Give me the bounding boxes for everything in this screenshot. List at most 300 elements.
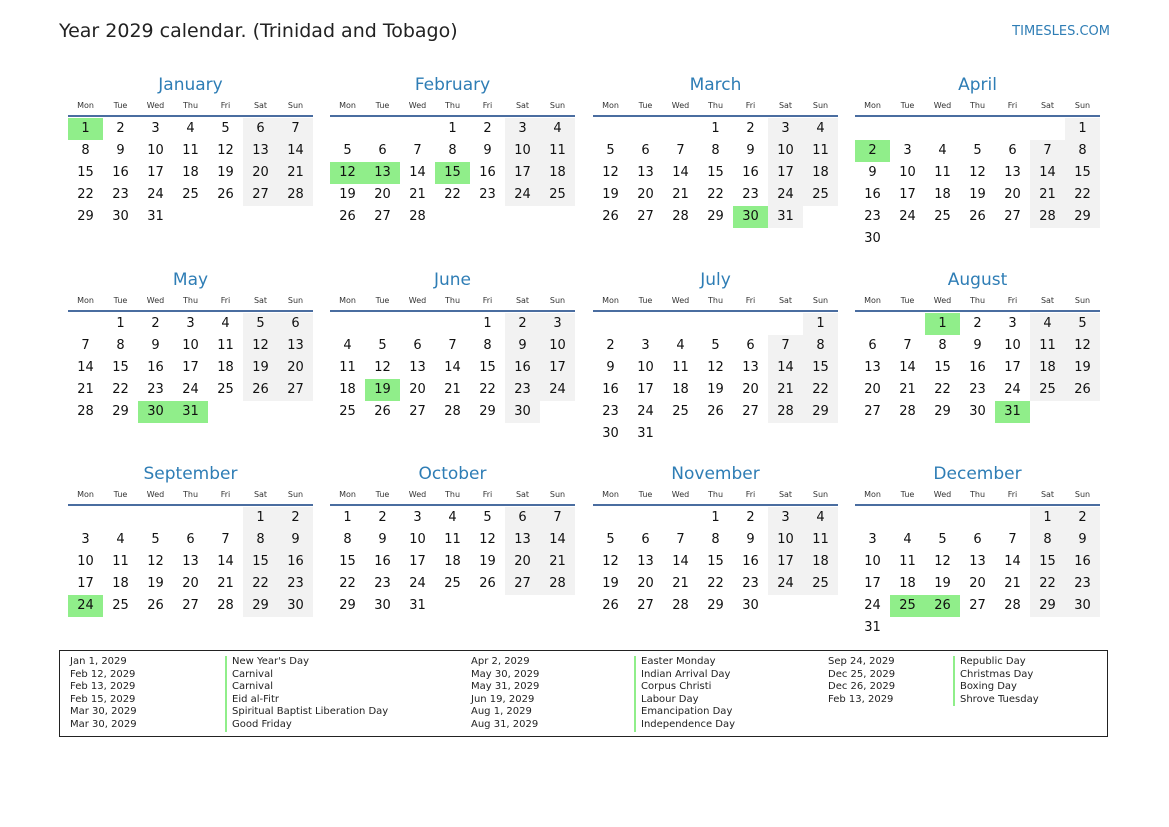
day-blank [1065,401,1100,423]
day-cell: 6 [746,338,755,353]
day-cell: 6 [243,118,278,140]
weekday-label: Tue [638,490,653,499]
day-grid [68,118,313,228]
day-cell: 18 [803,551,838,573]
day-cell: 27 [505,573,540,595]
weekday-header [68,486,313,506]
day-cell: 11 [803,140,838,162]
weekday-label: Sun [1074,296,1091,305]
weekday-label: Mon [864,490,881,499]
day-blank [925,507,960,529]
holiday-date: Mar 30, 2029 [70,706,137,718]
day-cell: 30 [742,598,759,613]
day-cell: 28 [672,209,689,224]
weekday-label: Sat [778,296,793,305]
day-cell: 25 [540,184,575,206]
day-cell: 22 [243,573,278,595]
weekday-label: Fri [482,490,493,499]
day-cell: 24 [540,379,575,401]
day-cell: 19 [243,357,278,379]
day-grid [593,313,838,445]
day-cell: 16 [864,187,881,202]
day-blank [1030,617,1065,639]
day-blank [593,118,628,140]
day-blank [278,206,313,228]
day-cell: 15 [77,165,94,180]
day-cell: 20 [742,382,759,397]
day-cell: 16 [112,165,129,180]
day-cell: 24 [768,573,803,595]
holiday-name: Indian Arrival Day [641,668,731,680]
day-cell: 23 [505,379,540,401]
holiday-name: Corpus Christi [641,681,712,693]
day-cell: 31 [864,620,881,635]
day-blank [960,228,995,250]
day-cell: 17 [77,576,94,591]
day-cell: 13 [182,554,199,569]
day-cell: 23 [479,187,496,202]
day-blank [925,118,960,140]
weekday-label: Thu [707,101,724,110]
day-cell: 12 [934,554,951,569]
day-blank [733,423,768,445]
weekday-label: Mon [77,101,94,110]
day-blank [698,423,733,445]
weekday-header [593,292,838,312]
day-cell: 31 [768,206,803,228]
weekday-label: Wed [408,296,427,305]
day-cell: 22 [444,187,461,202]
day-cell: 18 [1030,357,1065,379]
day-blank [890,617,925,639]
day-cell: 29 [934,404,951,419]
day-blank [803,423,838,445]
day-cell: 23 [112,187,129,202]
day-cell: 8 [803,335,838,357]
day-cell: 26 [479,576,496,591]
weekday-label: Tue [375,490,390,499]
day-cell: 12 [707,360,724,375]
day-cell: 13 [505,529,540,551]
day-cell: 6 [641,532,650,547]
day-cell: 16 [969,360,986,375]
day-cell: 13 [742,360,759,375]
holiday-name: Labour Day [641,693,699,705]
holiday-day-cell: 15 [435,162,470,184]
day-cell: 7 [221,532,230,547]
day-cell: 18 [112,576,129,591]
day-cell: 26 [243,379,278,401]
day-cell: 19 [1065,357,1100,379]
day-blank [173,507,208,529]
day-cell: 22 [112,382,129,397]
day-blank [995,118,1030,140]
day-blank [173,206,208,228]
day-blank [663,423,698,445]
day-cell: 18 [934,187,951,202]
day-cell: 12 [374,360,391,375]
day-blank [995,228,1030,250]
weekday-label: Sun [1074,101,1091,110]
day-blank [698,313,733,335]
weekday-label: Mon [864,101,881,110]
weekday-label: Mon [864,296,881,305]
day-cell: 20 [278,357,313,379]
weekday-label: Sat [1040,490,1055,499]
weekday-label: Wed [146,101,165,110]
day-cell: 23 [742,576,759,591]
weekday-label: Sat [515,101,530,110]
day-blank [593,313,628,335]
day-cell: 16 [742,554,759,569]
day-cell: 11 [339,360,356,375]
day-cell: 8 [1065,140,1100,162]
day-cell: 27 [637,598,654,613]
day-cell: 24 [637,404,654,419]
weekday-label: Sat [253,101,268,110]
weekday-label: Thu [969,296,986,305]
day-cell: 9 [746,532,755,547]
day-cell: 24 [899,209,916,224]
day-cell: 22 [339,576,356,591]
day-blank [890,507,925,529]
weekday-label: Mon [602,296,619,305]
day-cell: 7 [768,335,803,357]
day-blank [1065,617,1100,639]
day-cell: 2 [973,316,982,331]
day-cell: 19 [217,165,234,180]
day-cell: 21 [77,382,94,397]
weekday-label: Fri [745,101,756,110]
day-cell: 28 [444,404,461,419]
day-cell: 3 [151,121,160,136]
day-blank [1065,228,1100,250]
day-cell: 2 [1065,507,1100,529]
day-cell: 26 [602,598,619,613]
weekday-label: Sat [515,490,530,499]
month-name: November [671,464,760,484]
day-cell: 30 [969,404,986,419]
holiday-name: Christmas Day [960,668,1034,680]
day-cell: 15 [707,165,724,180]
day-cell: 6 [278,313,313,335]
day-cell: 17 [182,360,199,375]
weekday-label: Fri [482,296,493,305]
day-cell: 23 [278,573,313,595]
day-blank [208,206,243,228]
day-cell: 22 [77,187,94,202]
day-cell: 27 [182,598,199,613]
day-cell: 13 [969,554,986,569]
day-blank [1030,228,1065,250]
day-cell: 3 [903,143,912,158]
day-cell: 17 [899,187,916,202]
day-cell: 17 [1004,360,1021,375]
day-cell: 20 [182,576,199,591]
weekday-label: Fri [1007,296,1018,305]
weekday-label: Mon [602,490,619,499]
day-cell: 25 [934,209,951,224]
day-blank [663,507,698,529]
holiday-names-column [953,656,1039,706]
day-cell: 16 [602,382,619,397]
day-blank [960,118,995,140]
weekday-label: Mon [339,296,356,305]
weekday-header [855,97,1100,117]
day-cell: 29 [803,401,838,423]
day-blank [208,507,243,529]
day-cell: 3 [413,510,422,525]
holiday-date: Feb 15, 2029 [70,693,136,705]
day-cell: 11 [444,532,461,547]
day-cell: 31 [637,426,654,441]
day-cell: 7 [81,338,90,353]
day-cell: 27 [409,404,426,419]
day-blank [470,595,505,617]
day-grid [330,313,575,423]
day-cell: 29 [479,404,496,419]
month-march [593,74,838,228]
day-cell: 23 [969,382,986,397]
day-cell: 11 [182,143,199,158]
day-cell: 19 [479,554,496,569]
day-cell: 7 [278,118,313,140]
day-cell: 13 [637,165,654,180]
day-cell: 26 [602,209,619,224]
weekday-label: Wed [671,101,690,110]
weekday-label: Tue [113,490,128,499]
day-cell: 24 [768,184,803,206]
holiday-day-cell: 31 [173,401,208,423]
day-cell: 17 [864,576,881,591]
day-cell: 18 [182,165,199,180]
day-cell: 16 [479,165,496,180]
day-cell: 13 [1004,165,1021,180]
weekday-label: Wed [933,296,952,305]
weekday-label: Sun [287,490,304,499]
day-blank [925,617,960,639]
day-cell: 14 [217,554,234,569]
day-cell: 20 [969,576,986,591]
day-cell: 5 [606,143,615,158]
day-cell: 18 [217,360,234,375]
holiday-name: Easter Monday [641,656,716,667]
day-cell: 10 [768,529,803,551]
weekday-label: Sun [812,101,829,110]
day-cell: 10 [77,554,94,569]
day-cell: 18 [899,576,916,591]
day-cell: 3 [1008,316,1017,331]
day-blank [400,313,435,335]
month-june [330,269,575,423]
day-cell: 24 [409,576,426,591]
holiday-name: Carnival [232,681,273,693]
day-cell: 8 [343,532,352,547]
day-blank [803,206,838,228]
weekday-label: Tue [900,490,915,499]
month-name: April [958,75,997,95]
day-cell: 28 [672,598,689,613]
day-cell: 4 [221,316,230,331]
holiday-name: Eid al-Fitr [232,693,279,705]
day-cell: 24 [505,184,540,206]
holiday-dates-column [70,656,137,732]
day-cell: 16 [278,551,313,573]
holiday-names-column [225,656,388,732]
holiday-date: Dec 25, 2029 [828,668,896,680]
day-cell: 23 [864,209,881,224]
holiday-date: May 31, 2029 [471,681,540,693]
day-cell: 11 [217,338,234,353]
day-cell: 19 [969,187,986,202]
day-cell: 8 [938,338,947,353]
day-cell: 15 [339,554,356,569]
day-cell: 24 [864,598,881,613]
day-blank [68,507,103,529]
day-cell: 17 [409,554,426,569]
holiday-date: Feb 12, 2029 [70,668,136,680]
day-cell: 22 [1065,184,1100,206]
day-cell: 10 [1004,338,1021,353]
day-blank [330,313,365,335]
day-cell: 6 [641,143,650,158]
day-cell: 10 [409,532,426,547]
weekday-label: Wed [146,490,165,499]
day-cell: 7 [540,507,575,529]
day-cell: 1 [711,510,720,525]
weekday-label: Sun [549,101,566,110]
day-cell: 7 [413,143,422,158]
day-cell: 7 [903,338,912,353]
day-blank [330,118,365,140]
day-blank [243,206,278,228]
weekday-header [855,486,1100,506]
day-cell: 5 [243,313,278,335]
day-blank [628,507,663,529]
day-cell: 28 [899,404,916,419]
day-cell: 14 [1030,162,1065,184]
day-blank [103,507,138,529]
day-cell: 14 [409,165,426,180]
day-blank [855,313,890,335]
month-name: June [433,270,472,290]
day-cell: 27 [1004,209,1021,224]
holiday-name: Good Friday [232,718,292,730]
holiday-day-cell: 30 [733,206,768,228]
weekday-label: Tue [113,296,128,305]
month-name: January [158,75,223,95]
day-cell: 3 [540,313,575,335]
day-cell: 8 [711,532,720,547]
day-cell: 2 [378,510,387,525]
day-cell: 28 [278,184,313,206]
weekday-label: Sun [549,296,566,305]
day-cell: 1 [803,313,838,335]
day-cell: 10 [505,140,540,162]
day-cell: 21 [278,162,313,184]
weekday-label: Wed [671,490,690,499]
day-cell: 17 [540,357,575,379]
day-cell: 15 [1030,551,1065,573]
day-blank [803,595,838,617]
weekday-label: Tue [638,101,653,110]
day-cell: 4 [1030,313,1065,335]
day-cell: 26 [707,404,724,419]
day-blank [593,507,628,529]
weekday-label: Fri [220,490,231,499]
day-cell: 22 [1030,573,1065,595]
site-link[interactable]: TIMESLES.COM [1012,24,1110,39]
day-blank [663,313,698,335]
weekday-label: Mon [602,101,619,110]
day-cell: 29 [1065,206,1100,228]
day-cell: 7 [676,532,685,547]
day-cell: 5 [973,143,982,158]
day-cell: 19 [602,187,619,202]
day-cell: 18 [672,382,689,397]
day-cell: 23 [602,404,619,419]
weekday-label: Sat [1040,296,1055,305]
day-cell: 5 [1065,313,1100,335]
weekday-label: Fri [745,296,756,305]
day-cell: 11 [112,554,129,569]
month-name: July [700,270,731,290]
weekday-label: Fri [220,101,231,110]
day-blank [628,118,663,140]
weekday-header [593,486,838,506]
holiday-date: Feb 13, 2029 [70,681,136,693]
day-cell: 27 [864,404,881,419]
month-name: February [414,75,491,95]
day-cell: 10 [637,360,654,375]
day-cell: 29 [707,598,724,613]
weekday-label: Fri [1007,101,1018,110]
holiday-day-cell: 12 [330,162,365,184]
day-cell: 9 [116,143,125,158]
day-cell: 22 [707,187,724,202]
day-cell: 1 [343,510,352,525]
day-cell: 21 [1004,576,1021,591]
holiday-name: Independence Day [641,718,736,730]
weekday-label: Sat [253,490,268,499]
holiday-dates-column [828,656,895,706]
weekday-label: Wed [671,296,690,305]
day-cell: 18 [540,162,575,184]
day-cell: 23 [374,576,391,591]
day-blank [890,118,925,140]
day-blank [68,313,103,335]
holiday-list [59,650,1108,737]
day-cell: 19 [339,187,356,202]
day-cell: 16 [374,554,391,569]
weekday-label: Sun [287,101,304,110]
holiday-name: Republic Day [960,656,1026,667]
day-cell: 8 [1030,529,1065,551]
weekday-label: Thu [444,101,461,110]
weekday-label: Thu [182,490,199,499]
day-cell: 28 [409,209,426,224]
day-grid [855,118,1100,250]
weekday-label: Sun [287,296,304,305]
day-cell: 8 [711,143,720,158]
day-cell: 20 [637,187,654,202]
day-cell: 14 [672,554,689,569]
day-cell: 21 [672,187,689,202]
day-cell: 26 [969,209,986,224]
weekday-label: Wed [408,101,427,110]
weekday-label: Wed [933,101,952,110]
day-cell: 3 [81,532,90,547]
